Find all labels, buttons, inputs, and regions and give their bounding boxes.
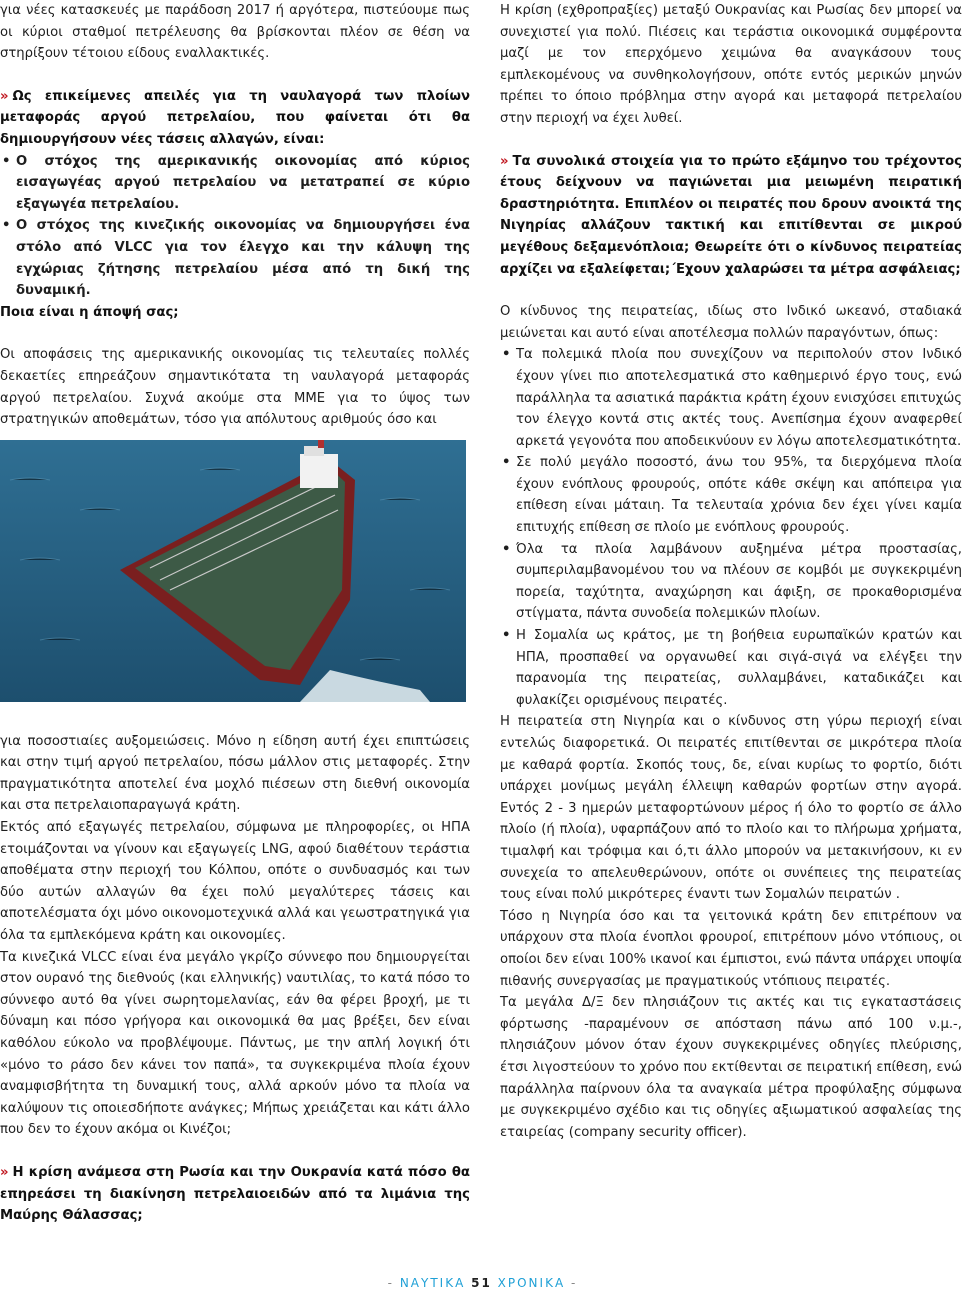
question-1-text: Ως επικείμενες απειλές για τη ναυλαγορά των πλοίων μεταφοράς αργού πετρελαίου, που φαίνεται ότι θα δημιουργήσουν νέες τάσεις αλλαγών, είναι: [0,88,470,147]
question-1-tail: Ποια είναι η άποψή σας; [0,304,179,320]
list-item: • Σε πολύ μεγάλο ποσοστό, άνω του 95%, τα διερχόμενα πλοία έχουν ενόπλους φρουρούς, οπότε κάθε σκέψη και απόπειρα για επίθεση είναι μάταιη. Τα τελευταία χρόνια δεν έχει γίνει καμία επιτυχής επίθεση σε πλοίο με ενόπλους φρουρούς. [500,452,962,538]
question-3-text: Τα συνολικά στοιχεία για το πρώτο εξάμηνο του τρέχοντος έτους δείχνουν να παγιώνεται μια μειωμένη πειρατική δραστηριότητα. Επιπλέον οι πειρατές που δρουν ανοικτά της Νιγηρίας αλλάζουν τακτική και επιτίθενται σε μικρού μεγέθους δεξαμενόπλοια; Θεωρείτε ότι ο κίνδυνος πειρατείας αρχίζει να εξαλείφεται;΄Εχουν χαλαρώσει τα μέτρα ασφάλειας; [500,153,962,277]
question-1 [0,86,470,151]
tanker-photo [0,440,466,702]
list-item: • Τα πολεμικά πλοία που συνεχίζουν να περιπολούν στον Ινδικό έχουν γίνει πιο αποτελεσματικά στο καθημερινό έργο τους, ενώ παράλληλα τα ασιατικά παράκτια κράτη έχουν ενισχύσει επιτυχώς τον έλεγχο κοντά στις ακτές τους. Ανεπίσημα έχουν αναφερθεί αρκετά γεγονότα που αποδεικνύουν εν λόγω αποτελεσματικότητα. [500,344,962,452]
magazine-name-part-2: ΧΡΟΝΙΚΑ [497,1276,566,1290]
page-number: 51 [471,1276,492,1290]
answer-paragraph-8: Τόσο η Νιγηρία όσο και τα γειτονικά κράτη δεν επιτρέπουν να υπάρχουν στα πλοία ένοπλοι φρουροί, επιτρέπουν μόνο ντόπιους, οι οποίοι δεν είναι 100% ικανοί και έμπιστοι, ενώ πάντα υπάρχει υποψία πιθανής συνεργασίας με πραγματικούς ντόπιους πειρατές. [500,908,962,989]
answer-paragraph-4: Τα κινεζικά VLCC είναι ένα μεγάλο γκρίζο σύννεφο που δημιουργείται στον ουρανό της διεθνούς (και ελληνικής) ναυτιλίας, το κατά πόσο το σύννεφο αυτό θα γίνει σωρητομελανίας, εάν θα φέρει βροχή, με τι δύναμη και πόσο γρήγορα και οικονομικά θα μας βρέξει, δεν είναι καθόλου εύκολο να προβλέψουμε. Πάντως, με την απλή λογική ότι «μόνο το ράσο δεν κάνει τον παπά», τα συγκεκριμένα πλοία έχουν αναμφισβήτητα τη δυναμική τους, αλλά αρκούν μόνο τα πλοία να καλύψουν τις οποιεσδήποτε ανάγκες; Μήπως χρειάζεται και κάτι άλλο που δεν το έχουν ακόμα οι Κινέζοι; [0,949,470,1138]
answer-paragraph-6: Ο κίνδυνος της πειρατείας, ιδίως στο Ινδικό ωκεανό, σταδιακά μειώνεται και αυτό είναι αποτέλεσμα πολλών παραγόντων, όπως: [500,304,962,341]
footer-dash: - [570,1276,578,1290]
footer-dash: - [387,1276,394,1290]
intro-paragraph: για νέες κατασκευές με παράδοση 2017 ή αργότερα, πιστεύουμε πως οι κύριοι σταθμοί πετρέλευσης θα βρίσκονται πλέον σε θέση να στηρίξουν τέτοιου είδους εναλλακτικές. [0,3,470,62]
magazine-name-part-1: ΝΑΥΤΙΚΑ [399,1276,466,1290]
question-2-text: Η κρίση ανάμεσα στη Ρωσία και την Ουκρανία κατά πόσο θα επηρεάσει τη διακίνηση πετρελαιοειδών από τα λιμάνια της Μαύρης Θάλασσας; [0,1164,470,1224]
question-3 [500,151,962,281]
list-item: • Όλα τα πλοία λαμβάνουν αυξημένα μέτρα προστασίας, συμπεριλαμβανομένου του να πλέουν σε κομβόι με συγκεκριμένη πορεία, ταχύτητα, αναχώρηση και άφιξη, σε προκαθορισμένα στίγματα, πάντα συνοδεία πολεμικών πλοίων. [500,539,962,625]
question-2 [0,1162,470,1227]
list-item: • Ο στόχος της αμερικανικής οικονομίας από κύριος εισαγωγέας αργού πετρελαίου να μετατραπεί σε κύριο εξαγωγέα πετρελαίου. [0,151,470,216]
guillemet-marker-icon: » [500,153,509,169]
piracy-factors-list [500,344,962,711]
answer-paragraph-5: Η κρίση (εχθροπραξίες) μεταξύ Ουκρανίας και Ρωσίας δεν μπορεί να συνεχιστεί για πολύ. Πιέσεις και τεράστια οικονομικά συμφέροντα μαζί με τον επερχόμενο χειμώνα θα αναγκάσουν τους εμπλεκομένους να συνθηκολογήσουν, οπότε εντός μερικών μηνών πρέπει το όποιο πρόβλημα στην αγορά και μεταφορά πετρελαίου στην περιοχή να έχει λυθεί. [500,3,962,126]
guillemet-marker-icon: » [0,1164,9,1180]
right-column [500,0,962,1143]
page-footer [0,1276,965,1290]
answer-paragraph-3: Εκτός από εξαγωγές πετρελαίου, σύμφωνα με πληροφορίες, οι ΗΠΑ ετοιμάζονται να γίνουν και εξαγωγείς LNG, αφού διαθέτουν τεράστια αποθέματα στην περιοχή του Κόλπου, οπότε ο συνδυασμός και των δύο αυτών αλλαγών θα έχει πολύ μεγαλύτερες τάσεις και αποτελέσματα όχι μόνο οικονομοτεχνικά αλλά και γεωστρατηγικά για όλα τα εμπλεκόμενα κράτη και οικονομίες. [0,820,470,944]
tanker-ship-icon [0,440,466,702]
question-1-bullets [0,151,470,302]
answer-paragraph-9: Τα μεγάλα Δ/Ξ δεν πλησιάζουν τις ακτές και τις εγκαταστάσεις φόρτωσης -παραμένουν σε απόσταση πάνω από 100 ν.μ.-, πλησιάζουν μόνον όταν έχουν συγκεκριμένες οδηγίες πλεύρισης, έτσι λιγοστεύουν το χρόνο που εκτίθενται σε πειρατική επίθεση, ενώ παράλληλα παίρνουν όλα τα αναγκαία μέτρα προφύλαξης σύμφωνα με συγκεκριμένο σχέδιο και τις οδηγίες αξιωματικού ασφαλείας της εταιρείας (company security officer). [500,995,962,1140]
answer-paragraph-7: Η πειρατεία στη Νιγηρία και ο κίνδυνος στη γύρω περιοχή είναι εντελώς διαφορετικά. Οι πειρατές επιτίθενται σε μικρότερα πλοία με καθαρά φορτία. Σκοπός τους, δε, είναι κυρίως το φορτίο, διότι υπάρχει μονίμως μεγάλη έλλειψη καθαρών φορτίων στην αγορά. Εντός 2 - 3 ημερών μεταφορτώνουν μέρος ή όλο το φορτίο σε άλλο πλοίο (ή πλοία), υφαρπάζουν από το πλοίο και το πλήρωμα χρήματα, τιμαλφή και τρόφιμα και ό,τι άλλο μπορούν να μετακινήσουν, κι εν συνεχεία το απελευθερώνουν, οπότε οι συνέπειες της πειρατείας τους είναι πολύ μικρότερες έναντι των Σομαλών πειρατών . [500,714,962,903]
guillemet-marker-icon: » [0,88,9,104]
list-item: • Ο στόχος της κινεζικής οικονομίας να δημιουργήσει ένα στόλο από VLCC για τον έλεγχο και την κάλυψη της εγχώριας ζήτησης πετρελαίου μέσα από τη δική της δυναμική. [0,215,470,301]
answer-paragraph-2: για ποσοστιαίες αυξομειώσεις. Μόνο η είδηση αυτή έχει επιπτώσεις και στην τιμή αργού πετρελαίου, πόσω μάλλον στις μεταφορές. Στην πραγματικότητα αποτελεί ένα μοχλό πιέσεων στη διεθνή οικονομία και στα πετρελαιοπαραγωγά κράτη. [0,733,470,814]
list-item: • Η Σομαλία ως κράτος, με τη βοήθεια ευρωπαϊκών κρατών και ΗΠΑ, προσπαθεί να οργανωθεί και σιγά-σιγά να ελέγξει την παρανομία της πειρατείας, συλλαμβάνει, καταδικάζει και φυλακίζει ορισμένους πειρατές. [500,625,962,711]
answer-paragraph-1: Οι αποφάσεις της αμερικανικής οικονομίας τις τελευταίες πολλές δεκαετίες επηρεάζουν σημαντικότατα τη ναυλαγορά μεταφοράς αργού πετρελαίου. Συχνά ακούμε στα ΜΜΕ για το ύψος των στρατηγικών αποθεμάτων, τόσο για απόλυτους αριθμούς όσο και [0,347,470,428]
